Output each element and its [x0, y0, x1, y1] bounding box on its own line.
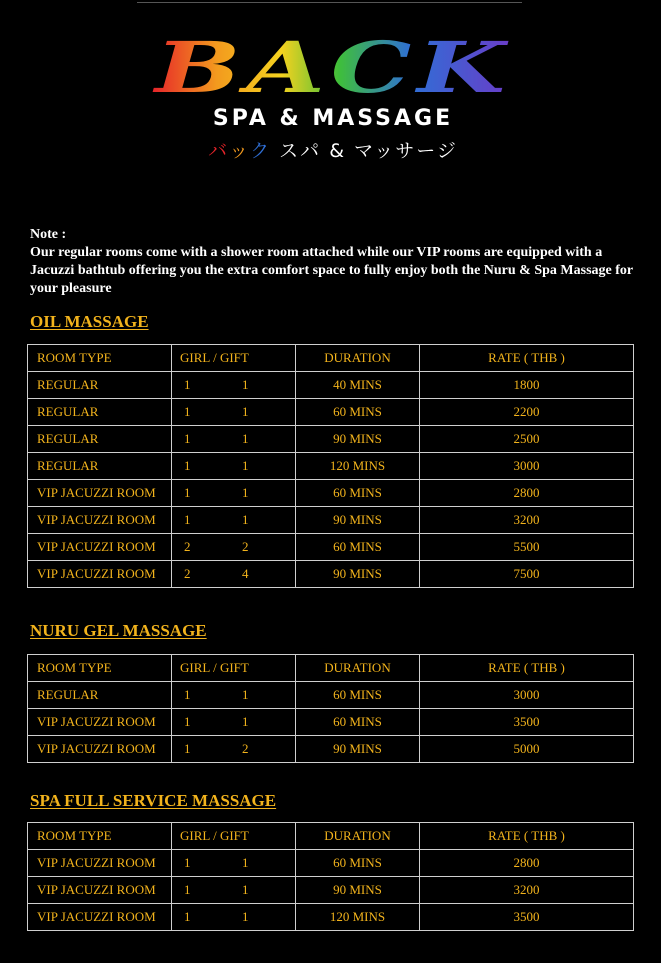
header-rate: RATE ( THB ): [420, 655, 634, 682]
table-header-row: [28, 655, 634, 682]
table-row: [28, 904, 634, 931]
cell-room-type: VIP JACUZZI ROOM: [28, 736, 172, 763]
section-title-nuru-gel-massage: NURU GEL MASSAGE: [30, 621, 207, 640]
cell-girl: 1: [184, 512, 191, 527]
cell-gift: 1: [242, 714, 249, 729]
cell-gift: 2: [242, 539, 249, 554]
cell-gift: 1: [242, 431, 249, 446]
cell-duration: 90 MINS: [296, 507, 420, 534]
cell-duration: 60 MINS: [296, 682, 420, 709]
cell-room-type: REGULAR: [28, 453, 172, 480]
cell-room-type: REGULAR: [28, 372, 172, 399]
table-row: [28, 453, 634, 480]
cell-rate: 3200: [420, 877, 634, 904]
table-row: [28, 480, 634, 507]
cell-rate: 3000: [420, 453, 634, 480]
cell-room-type: VIP JACUZZI ROOM: [28, 709, 172, 736]
cell-girl: 1: [184, 404, 191, 419]
logo-japanese: [150, 136, 516, 163]
spa-full-service-table: [27, 822, 634, 931]
header-rate: RATE ( THB ): [420, 345, 634, 372]
logo-wordmark: [150, 36, 516, 100]
cell-rate: 5500: [420, 534, 634, 561]
logo-jp-char: ッ: [229, 140, 251, 162]
cell-duration: 90 MINS: [296, 736, 420, 763]
cell-rate: 1800: [420, 372, 634, 399]
cell-duration: 120 MINS: [296, 453, 420, 480]
cell-duration: 60 MINS: [296, 480, 420, 507]
cell-girl: 2: [184, 539, 191, 554]
table-row: [28, 736, 634, 763]
cell-girl: 1: [184, 687, 191, 702]
cell-duration: 90 MINS: [296, 426, 420, 453]
logo-jp-char: バ: [208, 140, 230, 162]
cell-room-type: VIP JACUZZI ROOM: [28, 904, 172, 931]
cell-rate: 3500: [420, 709, 634, 736]
cell-girl-gift: [172, 561, 296, 588]
cell-room-type: VIP JACUZZI ROOM: [28, 507, 172, 534]
cell-gift: 1: [242, 485, 249, 500]
cell-duration: 60 MINS: [296, 850, 420, 877]
cell-room-type: REGULAR: [28, 399, 172, 426]
cell-girl-gift: [172, 682, 296, 709]
brand-logo: [150, 36, 516, 162]
cell-rate: 3500: [420, 904, 634, 931]
cell-duration: 120 MINS: [296, 904, 420, 931]
header-duration: DURATION: [296, 823, 420, 850]
table-row: [28, 534, 634, 561]
header-room-type: ROOM TYPE: [28, 655, 172, 682]
cell-gift: 1: [242, 882, 249, 897]
cell-girl-gift: [172, 426, 296, 453]
cell-girl-gift: [172, 877, 296, 904]
cell-girl-gift: [172, 709, 296, 736]
section-title-oil-massage: OIL MASSAGE: [30, 312, 149, 331]
cell-gift: 1: [242, 855, 249, 870]
cell-duration: 60 MINS: [296, 709, 420, 736]
header-duration: DURATION: [296, 655, 420, 682]
cell-room-type: VIP JACUZZI ROOM: [28, 480, 172, 507]
cell-duration: 90 MINS: [296, 877, 420, 904]
cell-gift: 1: [242, 687, 249, 702]
cell-duration: 60 MINS: [296, 399, 420, 426]
cell-girl-gift: [172, 480, 296, 507]
cell-rate: 7500: [420, 561, 634, 588]
header-duration: DURATION: [296, 345, 420, 372]
table-row: [28, 507, 634, 534]
table-row: [28, 426, 634, 453]
header-girl-gift: GIRL / GIFT: [172, 655, 296, 682]
section-title-spa-full-service: SPA FULL SERVICE MASSAGE: [30, 791, 277, 810]
table-row: [28, 372, 634, 399]
cell-gift: 4: [242, 566, 249, 581]
cell-girl-gift: [172, 850, 296, 877]
cell-girl-gift: [172, 399, 296, 426]
top-divider: [137, 2, 522, 3]
nuru-gel-massage-table: [27, 654, 634, 763]
cell-girl: 1: [184, 714, 191, 729]
cell-gift: 2: [242, 741, 249, 756]
oil-massage-table: [27, 344, 634, 588]
cell-rate: 2800: [420, 850, 634, 877]
cell-rate: 2200: [420, 399, 634, 426]
cell-girl: 1: [184, 741, 191, 756]
header-room-type: ROOM TYPE: [28, 823, 172, 850]
table-row: [28, 399, 634, 426]
note-block: [30, 226, 640, 298]
cell-girl-gift: [172, 372, 296, 399]
table-row: [28, 877, 634, 904]
cell-girl: 2: [184, 566, 191, 581]
cell-room-type: VIP JACUZZI ROOM: [28, 534, 172, 561]
logo-jp-rest: スパ & マッサージ: [279, 140, 458, 162]
cell-rate: 3000: [420, 682, 634, 709]
table-row: [28, 561, 634, 588]
logo-subtitle: SPA & MASSAGE: [212, 106, 454, 131]
cell-girl-gift: [172, 736, 296, 763]
header-rate: RATE ( THB ): [420, 823, 634, 850]
cell-duration: 40 MINS: [296, 372, 420, 399]
logo-title: BACK: [152, 36, 511, 100]
header-room-type: ROOM TYPE: [28, 345, 172, 372]
cell-gift: 1: [242, 404, 249, 419]
cell-girl-gift: [172, 904, 296, 931]
cell-room-type: VIP JACUZZI ROOM: [28, 850, 172, 877]
cell-rate: 2500: [420, 426, 634, 453]
cell-duration: 90 MINS: [296, 561, 420, 588]
cell-girl: 1: [184, 855, 191, 870]
cell-duration: 60 MINS: [296, 534, 420, 561]
cell-girl-gift: [172, 534, 296, 561]
header-girl-gift: GIRL / GIFT: [172, 345, 296, 372]
cell-gift: 1: [242, 458, 249, 473]
cell-room-type: VIP JACUZZI ROOM: [28, 561, 172, 588]
table-header-row: [28, 345, 634, 372]
table-row: [28, 682, 634, 709]
cell-girl: 1: [184, 882, 191, 897]
table-row: [28, 850, 634, 877]
note-text: Our regular rooms come with a shower room attached while our VIP rooms are equipped with a Jacuzzi bathtub offering you the extra comfort space to fully enjoy both the Nuru & Spa Massage for your pleasure: [30, 245, 633, 296]
cell-gift: 1: [242, 512, 249, 527]
table-row: [28, 709, 634, 736]
cell-room-type: VIP JACUZZI ROOM: [28, 877, 172, 904]
cell-room-type: REGULAR: [28, 682, 172, 709]
cell-rate: 5000: [420, 736, 634, 763]
cell-room-type: REGULAR: [28, 426, 172, 453]
cell-girl-gift: [172, 453, 296, 480]
cell-girl: 1: [184, 909, 191, 924]
table-header-row: [28, 823, 634, 850]
note-title: Note :: [30, 227, 67, 242]
header-girl-gift: GIRL / GIFT: [172, 823, 296, 850]
cell-girl: 1: [184, 431, 191, 446]
cell-gift: 1: [242, 909, 249, 924]
cell-rate: 2800: [420, 480, 634, 507]
cell-girl-gift: [172, 507, 296, 534]
logo-jp-char: ク: [250, 140, 272, 162]
cell-gift: 1: [242, 377, 249, 392]
cell-girl: 1: [184, 377, 191, 392]
cell-girl: 1: [184, 458, 191, 473]
cell-girl: 1: [184, 485, 191, 500]
cell-rate: 3200: [420, 507, 634, 534]
